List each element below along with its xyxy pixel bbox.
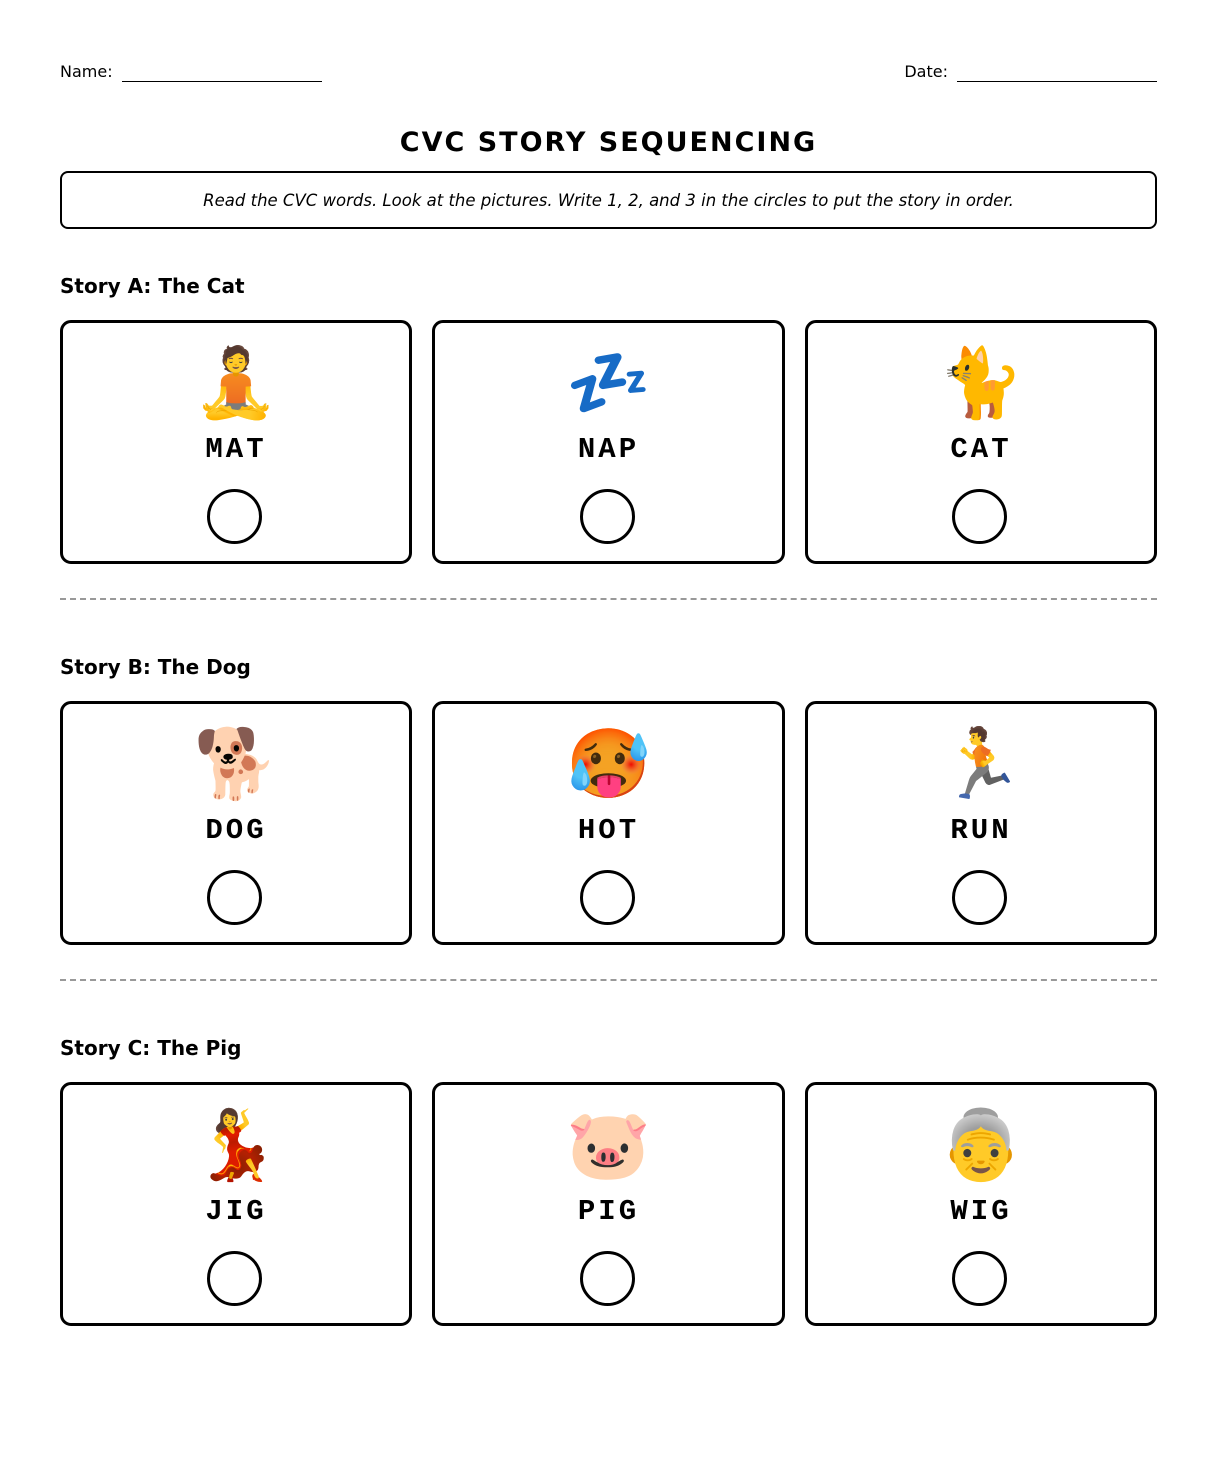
story-cards	[60, 320, 1157, 568]
story-card	[432, 701, 785, 945]
card-word: DOG	[205, 814, 267, 847]
date-field	[904, 62, 1157, 82]
story-card	[60, 320, 412, 564]
person-in-lotus-position-icon: 🧘	[193, 344, 279, 423]
story-card	[60, 701, 412, 945]
card-word: MAT	[205, 433, 267, 466]
card-word: PIG	[577, 1195, 640, 1228]
card-word: HOT	[577, 814, 640, 847]
card-word: RUN	[950, 814, 1012, 847]
order-circle[interactable]	[580, 489, 635, 544]
instructions-text: Read the CVC words. Look at the pictures. Write 1, 2, and 3 in the circles to put the story in order.	[203, 190, 1014, 210]
order-circle[interactable]	[952, 870, 1007, 925]
section-divider	[60, 979, 1157, 981]
name-field	[60, 62, 322, 82]
date-label: Date:	[904, 62, 948, 81]
card-word: NAP	[577, 433, 640, 466]
hot-face-icon: 🥵	[566, 725, 651, 804]
card-word: JIG	[205, 1195, 267, 1228]
cat-icon: 🐈	[938, 344, 1024, 423]
story-heading: Story A: The Cat	[60, 274, 245, 298]
story-cards	[60, 1082, 1157, 1330]
story-card	[60, 1082, 412, 1326]
story-card	[805, 701, 1157, 945]
instructions-box	[60, 171, 1157, 229]
story-heading: Story B: The Dog	[60, 655, 251, 679]
person-running-icon: 🏃	[938, 725, 1024, 804]
name-input-line[interactable]	[122, 66, 322, 82]
date-input-line[interactable]	[957, 66, 1157, 82]
zzz-sleeping-icon: 💤	[566, 344, 651, 423]
page-title: CVC STORY SEQUENCING	[399, 127, 818, 158]
card-word: WIG	[950, 1195, 1012, 1228]
story-card	[805, 1082, 1157, 1326]
order-circle[interactable]	[580, 1251, 635, 1306]
woman-dancing-icon: 💃	[193, 1106, 279, 1185]
story-cards	[60, 701, 1157, 949]
dog-icon: 🐕	[193, 725, 279, 804]
order-circle[interactable]	[207, 489, 262, 544]
order-circle[interactable]	[207, 1251, 262, 1306]
section-divider	[60, 598, 1157, 600]
name-label: Name:	[60, 62, 113, 81]
order-circle[interactable]	[952, 489, 1007, 544]
older-woman-icon: 👵	[938, 1106, 1024, 1185]
story-card	[805, 320, 1157, 564]
order-circle[interactable]	[952, 1251, 1007, 1306]
story-heading: Story C: The Pig	[60, 1036, 242, 1060]
order-circle[interactable]	[580, 870, 635, 925]
order-circle[interactable]	[207, 870, 262, 925]
story-card	[432, 320, 785, 564]
story-card	[432, 1082, 785, 1326]
pig-face-icon: 🐷	[566, 1106, 651, 1185]
card-word: CAT	[950, 433, 1012, 466]
header-row	[60, 62, 1157, 82]
